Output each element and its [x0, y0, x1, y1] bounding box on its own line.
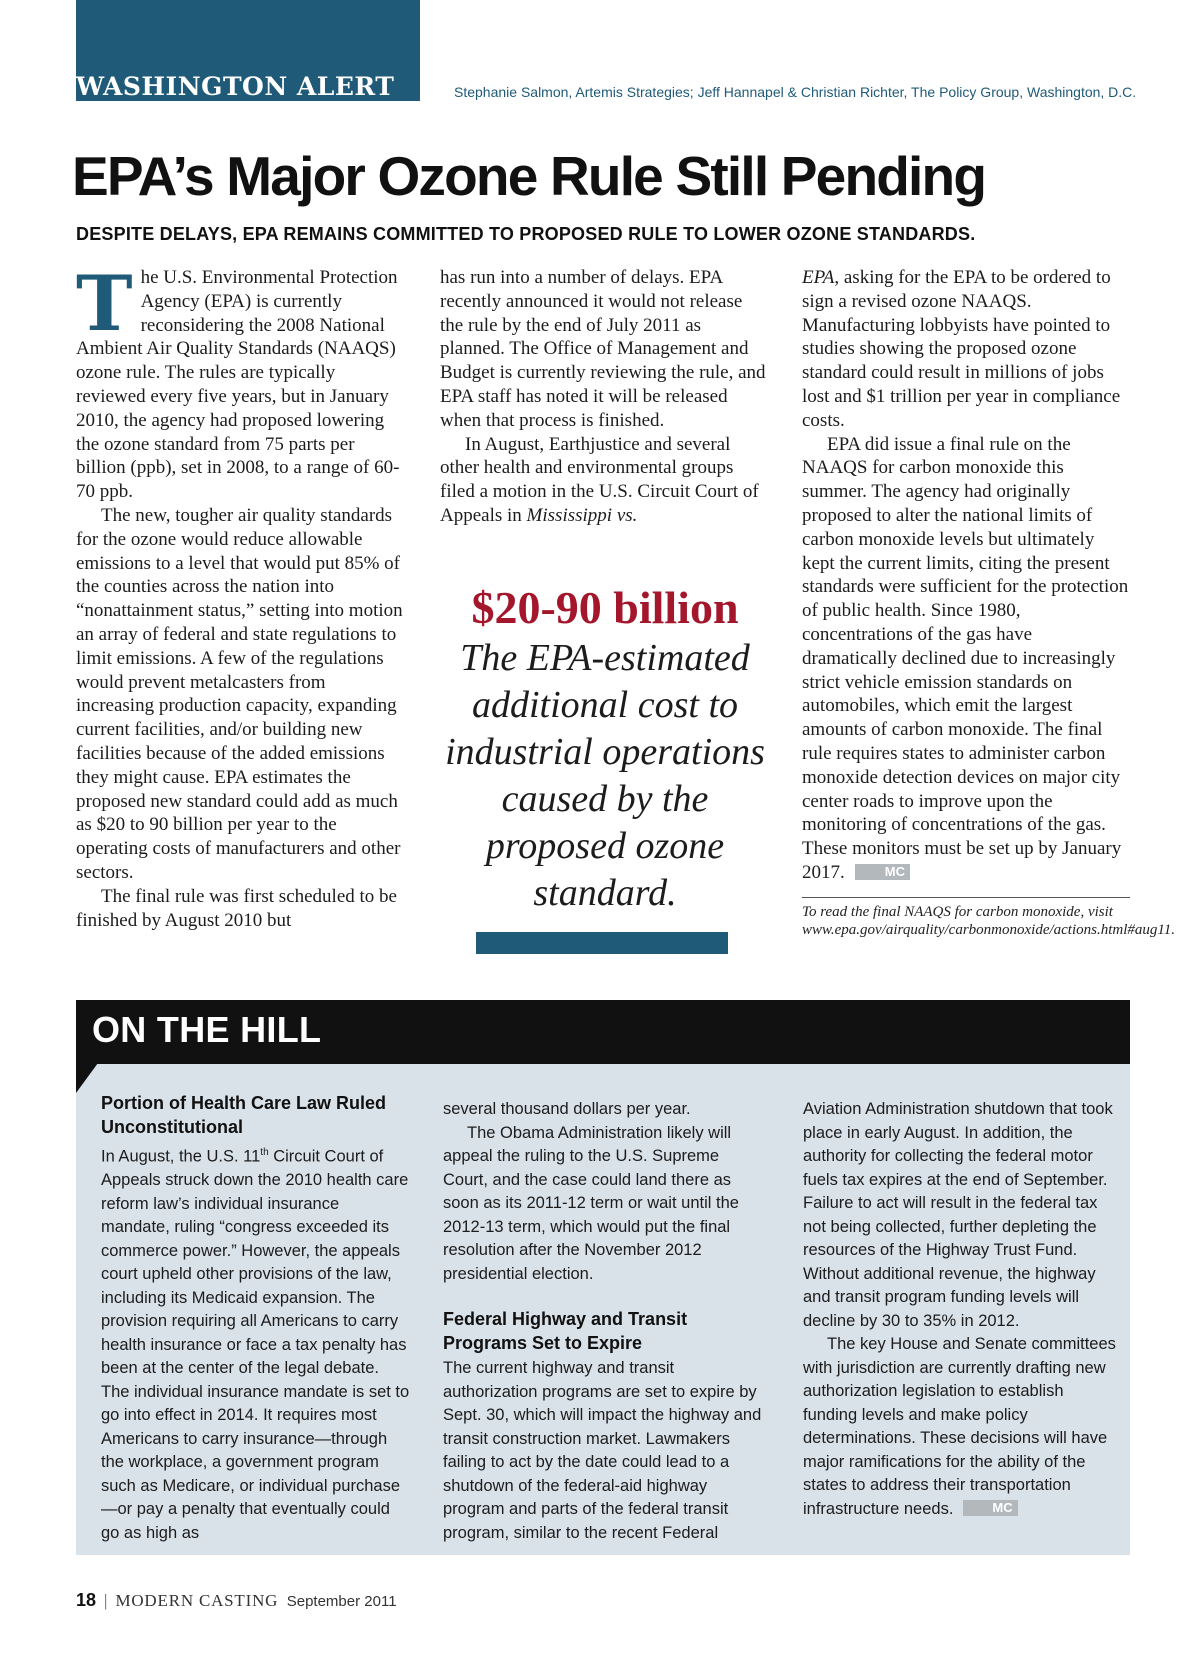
story-heading: Federal Highway and Transit Programs Set to Expire [443, 1309, 688, 1353]
story-paragraph: Aviation Administration shutdown that took place in early August. In addition, the authority for collecting the federal motor fuels tax expires at the end of September. Failure to act will result in the federal tax not being collected, further depleting the resources of the Highway Trust Fund. Without additional revenue, the highway and transit program funding levels will decline by 30 to 35% in 2012. [803, 1100, 1113, 1330]
paragraph-text: he U.S. Environmental Protection Agency (EPA) is currently reconsidering the 2008 National Ambient Air Quality Standards (NAAQS) ozone rule. The rules are typically reviewed every five years, but in January 2010, the agency had proposed lowering the ozone standard from 75 parts per billion (ppb), set in 2008, to a range of 60-70 ppb. [76, 267, 400, 503]
paragraph-text: In August, Earthjustice and several other health and environmental groups filed a motion in the U.S. Circuit Court of Appeals in [440, 433, 759, 526]
resource-note: To read the final NAAQS for carbon monoxide, visit www.epa.gov/airquality/carbonmonoxide/actions.html#aug11. [802, 904, 1176, 938]
article-deck: DESPITE DELAYS, EPA REMAINS COMMITTED TO PROPOSED RULE TO LOWER OZONE STANDARDS. [76, 224, 976, 244]
paragraph-text: Circuit Court of Appeals struck down the 2010 health care reform law’s individual insurance mandate, ruling “congress exceeded its commerce power.” However, the appeals court upheld other provisions of the law, including its Medicaid expansion. The provision requiring all Americans to carry health insurance or face a tax penalty has been at the center of the legal debate. The individual insurance mandate is set to go into effect in 2014. It requires most Americans to carry insurance—through the workplace, a government program such as Medicare, or individual purchase—or pay a penalty that eventually could go as high as [101, 1147, 410, 1542]
on-the-hill-title: ON THE HILL [92, 1009, 322, 1050]
pull-quote [440, 583, 770, 917]
ordinal-suffix: th [260, 1147, 269, 1158]
paragraph-text: EPA did issue a final rule on the NAAQS for carbon monoxide this summer. The agency had originally proposed to alter the national limits of carbon monoxide levels but ultimately kept the current limits, citing the present standards were sufficient for the protection of public health. Since 1980, concentrations of the gas have dramatically declined due to increasingly strict vehicle emission standards on automobiles, which emit the largest amounts of carbon monoxide. The final rule requires states to administer carbon monoxide detection devices on major city center roads to improve upon the monitoring of concentrations of the gas. These monitors must be set up by January 2017. [802, 433, 1129, 883]
article-paragraph [802, 433, 1130, 885]
story-paragraph [101, 1141, 411, 1545]
story-heading: Portion of Health Care Law Ruled Unconstitutional [101, 1093, 387, 1137]
story-paragraph: The current highway and transit authorization programs are set to expire by Sept. 30, which will impact the highway and transit construction market. Lawmakers failing to act by the date could lead to a shutdown of the federal-aid highway program and parts of the federal transit program, similar to the recent Federal [443, 1359, 762, 1542]
case-name: Mississippi vs. [526, 504, 638, 526]
paragraph-text: In August, the U.S. 11 [101, 1147, 261, 1166]
article-paragraph: has run into a number of delays. EPA recently announced it would not release the rule by the end of July 2011 as planned. The Office of Management and Budget is currently reviewing the rule, and EPA staff has noted it will be released when that process is finished. [440, 267, 766, 431]
pull-quote-text: The EPA-estimated additional cost to industrial operations caused by the proposed ozone standard. [445, 637, 765, 914]
hill-column-2 [443, 1098, 765, 1545]
end-mark-icon: MC [855, 864, 910, 880]
article-column-2 [440, 266, 770, 528]
article-paragraph [440, 433, 770, 528]
article-column-1 [76, 259, 406, 932]
section-label: WASHINGTON ALERT [76, 72, 395, 101]
masthead-color-block [76, 0, 420, 70]
issue-date: September 2011 [286, 1593, 397, 1610]
note-divider [802, 897, 1130, 898]
story-paragraph: several thousand dollars per year. [443, 1100, 691, 1118]
pull-quote-rule [476, 932, 728, 954]
footer-separator: | [104, 1591, 108, 1610]
page-footer [76, 1590, 397, 1611]
case-name: EPA [802, 267, 835, 288]
paragraph-text: , asking for the EPA to be ordered to sign a revised ozone NAAQS. Manufacturing lobbyists have pointed to studies showing the proposed ozone standard could result in millions of jobs lost and $1 trillion per year in compliance costs. [802, 267, 1121, 431]
hill-column-3 [803, 1098, 1119, 1521]
story-paragraph [803, 1333, 1119, 1521]
article-paragraph [802, 266, 1130, 433]
article-paragraph: The final rule was first scheduled to be finished by August 2010 but [76, 885, 397, 931]
publication-name: MODERN CASTING [115, 1591, 279, 1610]
story-paragraph: The Obama Administration likely will appeal the ruling to the U.S. Supreme Court, and the case could land there as soon as its 2011-12 term or wait until the 2012-13 term, which would put the final resolution after the November 2012 presidential election. [443, 1123, 739, 1283]
end-mark-icon: MC [963, 1500, 1017, 1516]
article-headline: EPA’s Major Ozone Rule Still Pending [72, 145, 986, 207]
article-paragraph: The new, tougher air quality standards for the ozone would reduce allowable emissions to a level that would put 85% of the counties across the nation into “nonattainment status,” setting into motion an array of federal and state regulations to limit emissions. A few of the regulations would prevent metalcasters from increasing production capacity, expanding current facilities, and/or building new facilities because of the added emissions they might cause. EPA estimates the proposed new standard could add as much as $20 to 90 billion per year to the operating costs of manufacturers and other sectors. [76, 504, 403, 883]
drop-cap: T [76, 259, 133, 348]
header-corner-tab [76, 1063, 98, 1093]
paragraph-text: The key House and Senate committees with jurisdiction are currently drafting new authorization legislation to establish funding levels and make policy determinations. These decisions will have major ramifications for the ability of the states to address their transportation infrastructure needs. [803, 1335, 1116, 1518]
byline: Stephanie Salmon, Artemis Strategies; Jeff Hannapel & Christian Richter, The Policy Group, Washington, D.C. [454, 84, 1137, 100]
article-paragraph [76, 259, 406, 504]
pull-quote-figure: $20-90 billion [471, 582, 739, 633]
hill-column-1 [101, 1092, 411, 1545]
article-column-3 [802, 266, 1130, 885]
page-number: 18 [76, 1590, 97, 1610]
